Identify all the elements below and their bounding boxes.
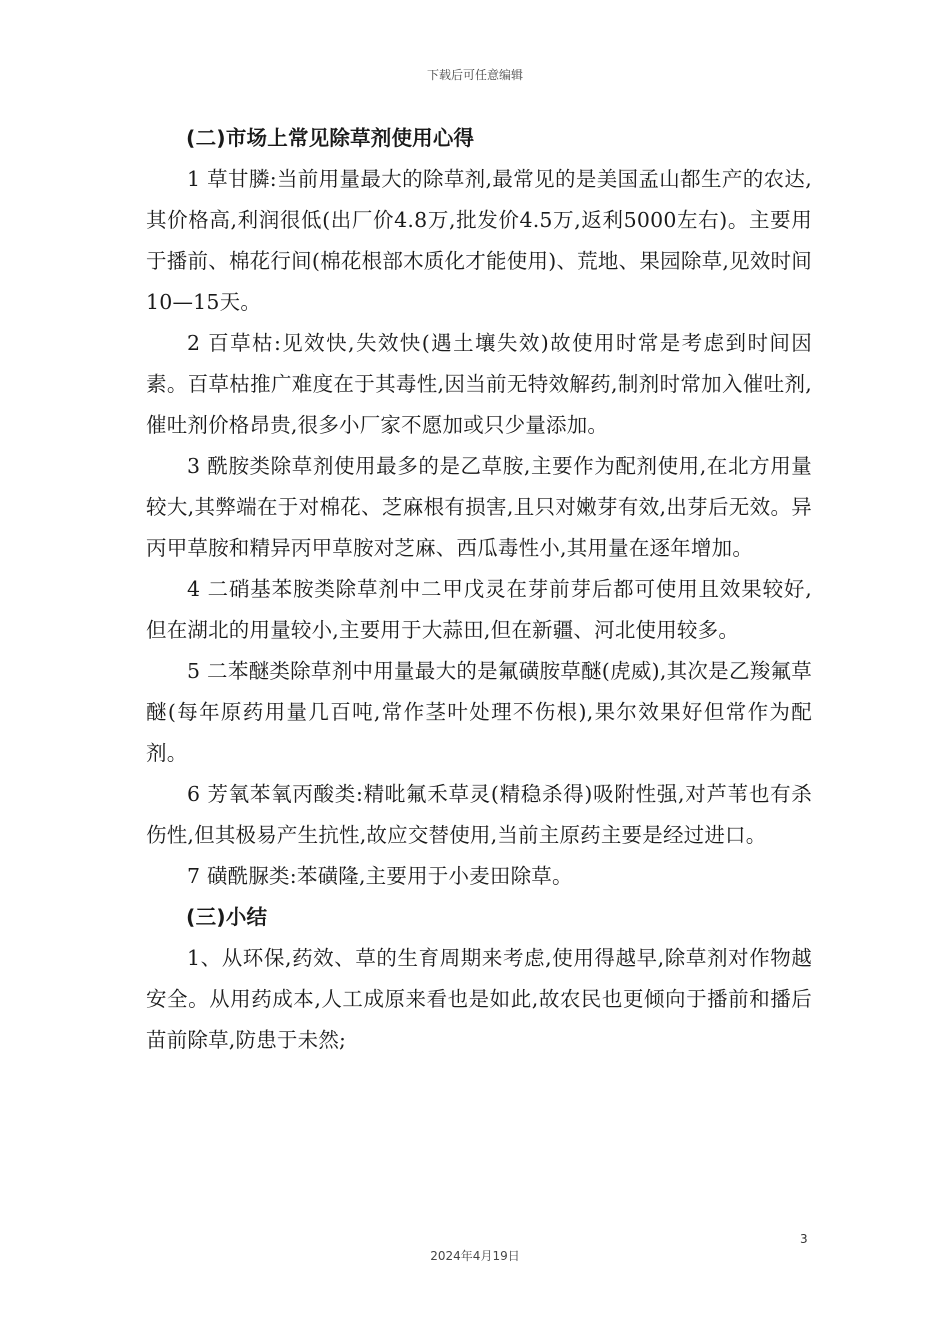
paragraph-summary-1: 1、从环保,药效、草的生育周期来考虑,使用得越早,除草剂对作物越安全。从用药成本,人工成原来看也是如此,故农民也更倾向于播前和播后苗前除草,防患于未然;	[146, 946, 812, 1052]
page-header: 下载后可任意编辑	[426, 68, 523, 82]
paragraph-glyphosate: 1 草甘膦:当前用量最大的除草剂,最常见的是美国孟山都生产的农达,其价格高,利润很低(出厂价4.8万,批发价4.5万,返利5000左右)。主要用于播前、棉花行间(棉花根部木质化才能使用)、荒地、果园除草,见效时间10—15天。	[146, 167, 812, 314]
paragraph-dinitroanilines: 4 二硝基苯胺类除草剂中二甲戊灵在芽前芽后都可使用且效果较好,但在湖北的用量较小,主要用于大蒜田,但在新疆、河北使用较多。	[146, 577, 812, 642]
page-footer-date: 2024年4月19日	[430, 1249, 520, 1263]
paragraph-paraquat: 2 百草枯:见效快,失效快(遇土壤失效)故使用时常是考虑到时间因素。百草枯推广难度在于其毒性,因当前无特效解药,制剂时常加入催吐剂,催吐剂价格昂贵,很多小厂家不愿加或只少量添加。	[146, 331, 812, 437]
paragraph-diphenyl-ethers: 5 二苯醚类除草剂中用量最大的是氟磺胺草醚(虎威),其次是乙羧氟草醚(每年原药用量几百吨,常作茎叶处理不伤根),果尔效果好但常作为配剂。	[146, 659, 812, 765]
section-heading-summary: (三)小结	[186, 905, 268, 929]
paragraph-amides: 3 酰胺类除草剂使用最多的是乙草胺,主要作为配剂使用,在北方用量较大,其弊端在于对棉花、芝麻根有损害,且只对嫩芽有效,出芽后无效。异丙甲草胺和精异丙甲草胺对芝麻、西瓜毒性小,其用量在逐年增加。	[146, 454, 812, 560]
paragraph-aryloxyphenoxy: 6 芳氧苯氧丙酸类:精吡氟禾草灵(精稳杀得)吸附性强,对芦苇也有杀伤性,但其极易产生抗性,故应交替使用,当前主原药主要是经过进口。	[146, 782, 812, 847]
paragraph-sulfonylureas: 7 磺酰脲类:苯磺隆,主要用于小麦田除草。	[187, 864, 573, 888]
section-heading-market-herbicides: (二)市场上常见除草剂使用心得	[186, 126, 475, 150]
document-body	[146, 118, 812, 1061]
page-number: 3	[800, 1232, 808, 1246]
